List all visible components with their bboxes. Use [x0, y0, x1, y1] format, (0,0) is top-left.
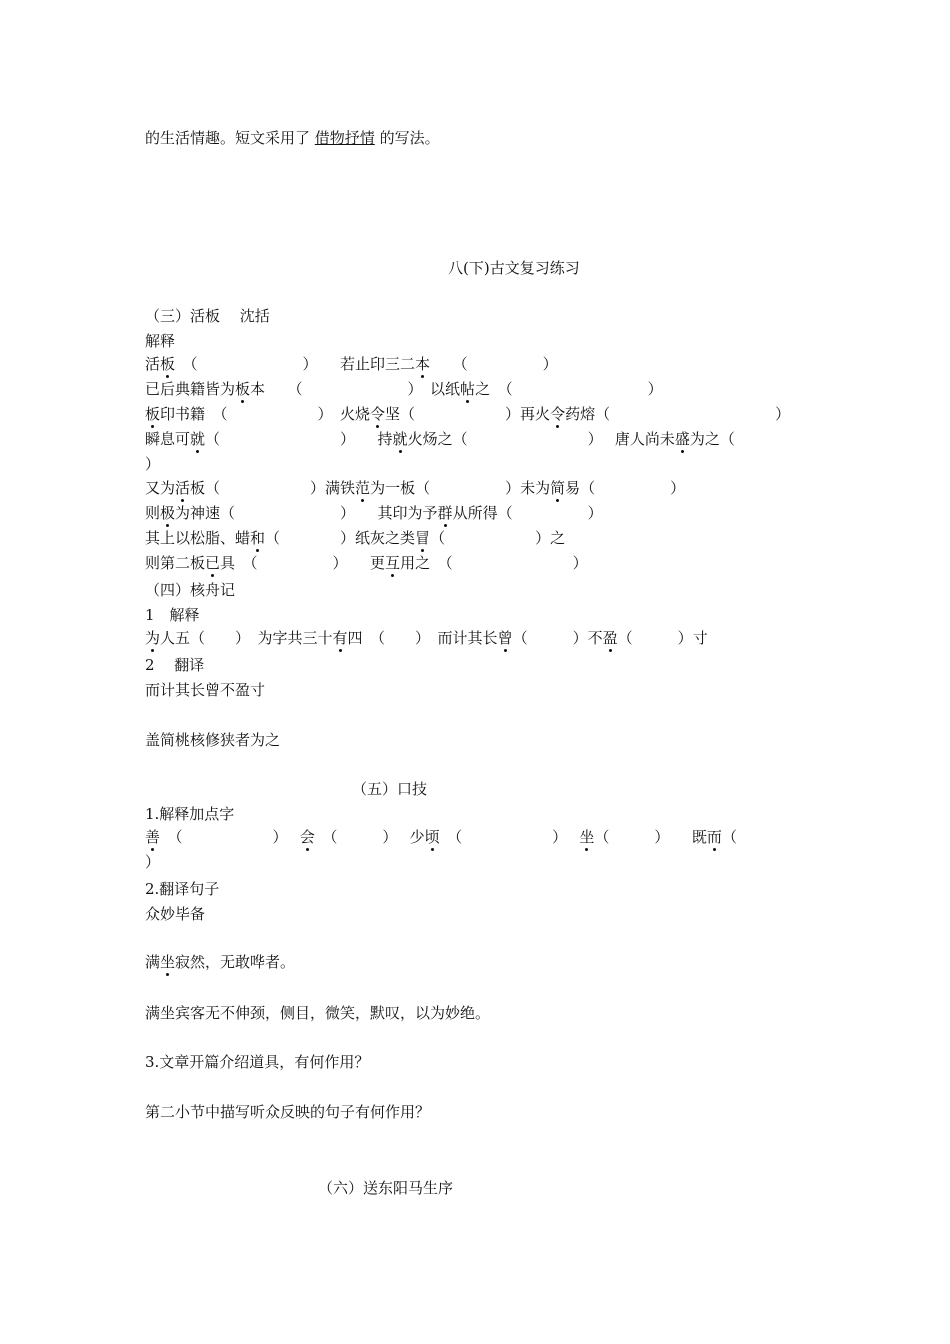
page-title: 八(下)古文复习练习	[448, 259, 580, 277]
text: 的写法。	[374, 129, 440, 147]
dotted-character: 盈	[602, 629, 618, 647]
exercise-line	[145, 628, 708, 648]
section-5-label-explain: 1.解释加点字	[145, 805, 235, 823]
dotted-character: 令	[550, 405, 566, 423]
exercise-line	[145, 379, 663, 399]
text: 坚（ ）再火	[385, 405, 551, 423]
dotted-character: 活	[175, 479, 191, 497]
section-4-label-explain: 1 解释	[145, 606, 200, 624]
exercise-line	[145, 354, 558, 374]
text: 火炀之（ ） 唐人尚未	[407, 430, 675, 448]
exercise-line	[145, 528, 565, 548]
dotted-character: 冒	[415, 529, 431, 547]
dotted-character: 就	[392, 430, 408, 448]
translate-sentence: 满坐宾客无不伸颈，侧目，微笑，默叹，以为妙绝。	[145, 1004, 491, 1022]
text: （ ）不	[512, 629, 603, 647]
text: （ ） 少	[314, 828, 425, 846]
text: 其上以松脂、蜡	[145, 529, 251, 547]
text: 从所得（ ）	[452, 504, 603, 522]
text: （ ）	[439, 828, 580, 846]
translate-sentence: 盖简桃核修狭者为之	[145, 731, 281, 749]
text: 印书籍 （ ） 火烧	[160, 405, 371, 423]
section-5-label-translate: 2.翻译句子	[145, 880, 220, 898]
translate-sentence: 众妙毕备	[145, 905, 206, 923]
text: （ ）之	[430, 529, 566, 547]
text: 为一板（ ）未为	[370, 479, 551, 497]
text: 为神速（ ） 其印为予	[175, 504, 438, 522]
text: （ ）寸	[617, 629, 708, 647]
translate-sentence	[145, 952, 295, 972]
text: （ ） 持	[205, 430, 393, 448]
text: 的生活情趣。短文采用了	[145, 129, 315, 147]
text: 已后典籍皆为	[145, 380, 236, 398]
dotted-character: 范	[355, 479, 371, 497]
text: 用之 （ ）	[400, 554, 588, 572]
text: 则第二板	[145, 554, 206, 572]
text: （ ）	[430, 355, 558, 373]
dotted-character: 令	[370, 405, 386, 423]
text: 药熔（ ）	[565, 405, 791, 423]
dotted-character: 有	[332, 629, 348, 647]
dotted-character: 帖	[460, 380, 476, 398]
dotted-character: 板	[160, 355, 176, 373]
text: 满	[145, 953, 161, 971]
text: （ ） 若止印三二	[175, 355, 416, 373]
text: （ ） 既	[594, 828, 707, 846]
exercise-line: ）	[145, 853, 161, 871]
dotted-character: 极	[160, 504, 176, 522]
text: 板（ ）满铁	[190, 479, 356, 497]
underlined-answer: 借物抒情	[314, 129, 375, 147]
text: 活	[145, 355, 161, 373]
exercise-line	[145, 454, 160, 474]
question: 3.文章开篇介绍道具，有何作用？	[145, 1053, 370, 1071]
text: 易（ ）	[565, 479, 686, 497]
text: （	[721, 828, 737, 846]
dotted-character: 曾	[497, 629, 513, 647]
exercise-line	[145, 478, 685, 498]
text: 寂然，无敢哗者。	[175, 953, 296, 971]
exercise-line	[145, 827, 737, 847]
text: 四 （ ） 而计其长	[347, 629, 498, 647]
exercise-line	[145, 503, 603, 523]
text: 又为	[145, 479, 176, 497]
text: ）	[145, 455, 161, 473]
text: 之 （ ）	[475, 380, 663, 398]
exercise-line	[145, 429, 735, 449]
dotted-character: 善	[145, 828, 161, 846]
section-3-heading: （三）活板 沈括	[145, 307, 270, 325]
dotted-character: 盛	[674, 430, 690, 448]
dotted-character: 已	[205, 554, 221, 572]
text: 瞬息可	[145, 430, 191, 448]
text: 为之（	[689, 430, 735, 448]
dotted-character: 坐	[160, 953, 176, 971]
dotted-character: 为	[145, 629, 161, 647]
text: （ ）	[160, 828, 300, 846]
dotted-character: 群	[437, 504, 453, 522]
section-5-heading: （五）口技	[352, 780, 428, 798]
dotted-character: 而	[706, 828, 722, 846]
dotted-character: 板	[145, 405, 161, 423]
dotted-character: 和	[250, 529, 266, 547]
dotted-character: 本	[415, 355, 431, 373]
dotted-character: 互	[385, 554, 401, 572]
exercise-line	[145, 553, 588, 573]
text: 人五（ ） 为字共三十	[160, 629, 333, 647]
dotted-character: 顷	[424, 828, 440, 846]
dotted-character: 简	[550, 479, 566, 497]
text: 则	[145, 504, 161, 522]
text: （ ）纸灰之类	[265, 529, 416, 547]
dotted-character: 就	[190, 430, 206, 448]
section-6-heading: （六）送东阳马生序	[318, 1179, 454, 1197]
translate-sentence: 而计其长曾不盈寸	[145, 681, 266, 699]
text: 本 （ ） 以纸	[250, 380, 461, 398]
text: 具 （ ） 更	[220, 554, 386, 572]
section-3-label: 解释	[145, 332, 176, 350]
section-4-heading: （四）核舟记	[145, 581, 236, 599]
dotted-character: 板	[235, 380, 251, 398]
question: 第二小节中描写听众反映的句子有何作用？	[145, 1103, 431, 1121]
dotted-character: 会	[299, 828, 315, 846]
exercise-line	[145, 404, 790, 424]
prev-paragraph-tail	[145, 128, 440, 148]
section-4-label-translate: 2 翻译	[145, 656, 205, 674]
dotted-character: 坐	[579, 828, 595, 846]
